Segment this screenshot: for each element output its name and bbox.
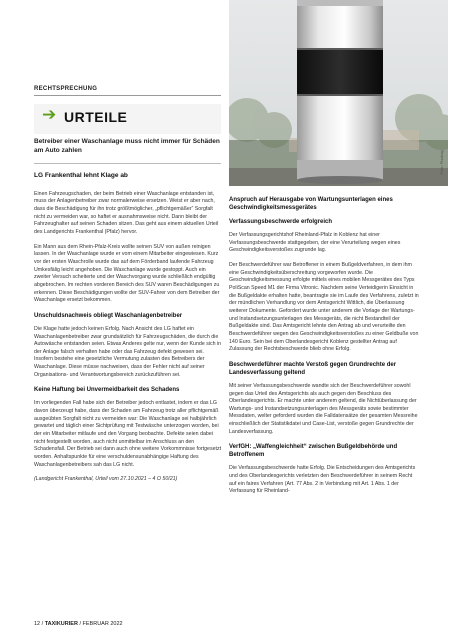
speed-camera-photo: [229, 0, 448, 186]
footer-separator: /: [41, 621, 44, 627]
article-lead: Anspruch auf Herausgabe von Wartungsunterlagen eines Geschwindigkeitsmessgerätes: [229, 197, 393, 211]
page-number: 12: [34, 621, 41, 627]
subheading: Unschuldsnachweis obliegt Waschanlagenbetreiber: [34, 312, 183, 319]
article-lead: LG Frankenthal lehnt Klage ab: [34, 172, 128, 179]
divider: [34, 95, 221, 96]
subheading: Verfassungsbeschwerde erfolgreich: [229, 219, 333, 225]
paragraph: Der Beschwerdeführer war Betroffener in einem Bußgeldverfahren, in dem ihm eine Geschwindigkeitsüberschreitung vorgeworfen wurde. Die Geschwindigkeitsmessung erfolgte mittels eines mobilen Messgerätes des Typs PoliScan Speed M1 der Firma Vitronic. Nachdem seine Verteidigerin Einsicht in die Bußgeldakte erhalten hatte, beantragte sie im Laufe des Verfahrens, zuletzt in der mündlichen Verhandlung vor dem Amtsgericht Wittlich, die Überlassung weiterer Dokumente. Gefordert wurde unter anderem die Vorlage der Wartungs- und Instandsetzungsunterlagen des Messgeräts, die nicht Bestandteil der Bußgeldakte sind. Das Amtsgericht lehnte den Antrag ab und verurteilte den Beschwerdeführer wegen des Geschwindigkeitsverstoßes zu einer Geldbuße von 140 Euro. Sein bei dem Oberlandesgericht Koblenz gestellter Antrag auf Zulassung der Rechtsbeschwerde blieb ohne Erfolg.: [229, 261, 419, 353]
subheading: Keine Haftung bei Unvermeidbarkeit des Schadens: [34, 387, 180, 394]
photo-credit: Foto: Pixabay: [439, 150, 444, 175]
citation: (Landgericht Frankenthal, Urteil vom 27.10.2021 – 4 O 50/21): [34, 476, 178, 483]
paragraph: Ein Mann aus dem Rhein-Pfalz-Kreis wollte seinen SUV von außen reinigen lassen. In der Waschanlage wurde er vom einem Mitarbeiter eingewiesen. Kurz vor der ersten Waschrolle wurde das auf dem Förderband laufende Fahrzeug Umkesfälig leicht angehoben. Die Waschanlage wurde gestoppt. Auch ein zweiter Versuch scheiterte und der Waschvorgang wurde schließlich endgültig abgebrochen. Im rechten vorderen Bereich des SUV waren Beschädigungen zu erkennen. Diese Beschädigungen wollte der SUV-Fahrer von dem Betreiber der Waschanlage ersetzt bekommen.: [34, 243, 220, 304]
paragraph: Im vorliegenden Fall habe sich der Betreiber jedoch entlastet, indem er das LG davon überzeugt habe, dass der Schaden am Fahrzeug trotz aller pflichtgemäß ausgeübten Sorgfalt nicht zu vermeiden war: Die Waschanlage sei halbjährlich gewartet und täglich einer Sichtprüfung mit Testwäsche unterzogen worden, bei der ein Mitarbeiter mitlaufe und den Vorgang beobachte. Defekte seien dabei nicht festgestellt worden, auch nicht unmittelbar im Anschluss an den Schadensfall. Der Betrieb sei dann auch ohne weitere Vorkommnisse fortgesetzt worden. Anhaltspunkte für eine verschuldensunabhängige Haftung des Waschanlagenbetreibers sah das LG nicht.: [34, 400, 222, 468]
subheading: VerfGH: „Waffengleichheit“ zwischen Bußgeldbehörde und Betroffenem: [229, 444, 398, 459]
section-header-box: [34, 104, 221, 134]
paragraph: Die Verfassungsbeschwerde hatte Erfolg. Die Entscheidungen des Amtsgerichts und des Oberlandesgerichts verletzten den Beschwerdeführer in seinem Recht auf ein faires Verfahren (Art. 77 Abs. 2 in Verbindung mit Art. 1 Abs. 1 der Verfassung für Rheinland-: [229, 465, 416, 495]
paragraph: Die Klage hatte jedoch keinen Erfolg. Nach Ansicht des LG haftet ein Waschanlagenbetreiber zwar grundsätzlich für Fahrzeugschäden, die durch die Autowäsche entstanden seien. Etwas Anderes gelte nur, wenn der Kunde sich in der Anlage falsch verhalten habe oder das Fahrzeug defekt gewesen sei. Insofern bestehe eine gesetzliche Vermutung zulasten des Betreibers der Waschanlage. Diese müsse nachweisen, dass der Fehler nicht auf seiner Organisations- und Verantwortungsbereich zurückzuführen sei.: [34, 325, 222, 378]
issue-date: / FEBRUAR 2022: [79, 621, 123, 627]
section-label: RECHTSPRECHUNG: [34, 86, 98, 92]
arrow-right-icon: ➔: [42, 105, 57, 125]
article-column-right: [229, 196, 420, 503]
section-header: URTEILE: [64, 109, 128, 125]
divider: [34, 163, 221, 164]
subheading: Beschwerdeführer machte Verstoß gegen Grundrechte der Landesverfassung geltend: [229, 361, 397, 376]
article-subhead: Betreiber einer Waschanlage muss nicht immer für Schäden am Auto zahlen: [34, 138, 220, 154]
magazine-name: TAXIKURIER: [44, 621, 78, 627]
paragraph: Mit seiner Verfassungsbeschwerde wandte sich der Beschwerdeführer sowohl gegen das Urteil des Amtsgerichts als auch gegen den Beschluss des Oberlandesgerichts. Er machte unter anderem geltend, die Nichtüberlassung der Wartungs- und Instandsetzungsunterlagen des Messgeräts sowie bestimmter Messdaten, welter geforderd wurden die Falldatensätze der gesamten Messreihe einschließlich der Statistikdatei und Case-List, verstoße gegen Grundrechte der Landesverfassung.: [229, 382, 418, 435]
paragraph: Der Verfassungsgerichtshof Rheinland-Pfalz in Koblenz hat einer Verfassungsbeschwerde stattgegeben, der eine Verurteilung wegen eines Geschwindigkeitsverstoßes zugrunde lag.: [229, 232, 401, 254]
article-column-left: [34, 172, 223, 491]
paragraph: Einen Fahrzeugschaden, der beim Betrieb einer Waschanlage entstanden ist, muss der Anlagenbetreiber zwar normalerweise ersetzen. Weist er aber nach, dass die Beschädigung für ihn trotz größtmöglicher, „pflichtgemäßer“ Sorgfalt nicht zu vermeiden war, so haftet er ausnahmsweise nicht. Dann bleibt der Fahrzeughalter auf seinen Schaden sitzen. Das geht aus einem aktuellen Urteil des Landgerichts Frankenthal (Pfalz) hervor.: [34, 190, 219, 235]
page-footer: [34, 621, 123, 627]
